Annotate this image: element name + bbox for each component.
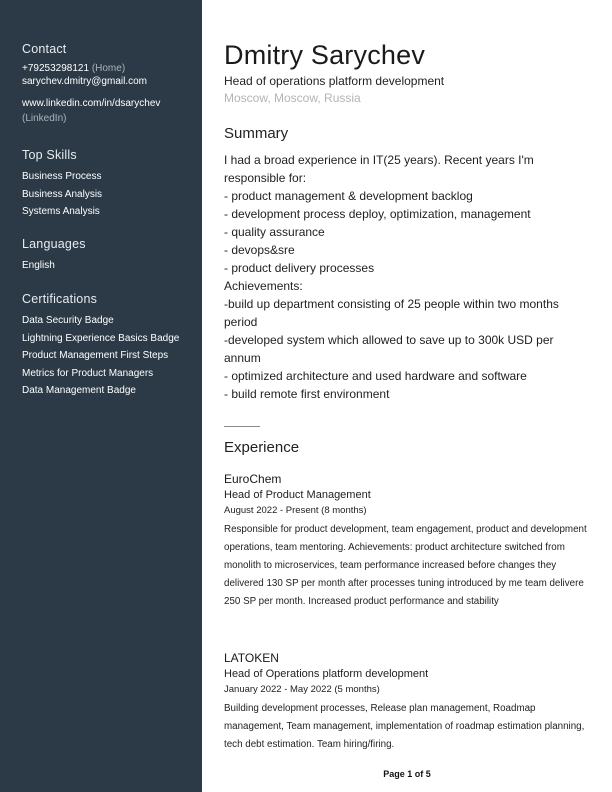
summary-line: period [224, 315, 258, 329]
summary-line: - devops&sre [224, 243, 295, 257]
email-link[interactable]: sarychev.dmitry@gmail.com [22, 76, 147, 87]
languages-section [22, 237, 194, 275]
person-name: Dmitry Sarychev [224, 40, 426, 70]
section-divider [224, 426, 260, 427]
contact-section [22, 42, 194, 125]
sidebar [0, 0, 202, 792]
summary-line: - product delivery processes [224, 261, 375, 275]
top-skills-section [22, 148, 194, 221]
phone-number[interactable]: +79253298121 [22, 63, 90, 74]
languages-list [22, 257, 194, 275]
summary-heading: Summary [224, 125, 289, 142]
summary-line: Achievements: [224, 279, 303, 293]
languages-heading: Languages [22, 237, 86, 251]
job-title: Head of Operations platform development [224, 668, 429, 680]
linkedin-link[interactable]: www.linkedin.com/in/dsarychev [22, 98, 161, 109]
summary-line: - development process deploy, optimization, management [224, 207, 531, 221]
job-description: Building development processes, Release plan management, Roadmap management, Team management, implementation of roadmap estimation planning, tech debt estimation. Team hiring/firing. [224, 703, 585, 750]
company-name: EuroChem [224, 472, 282, 486]
summary-line: - quality assurance [224, 225, 325, 239]
skill-item: Systems Analysis [22, 206, 100, 217]
summary-line: - optimized architecture and used hardware and software [224, 369, 527, 383]
language-item: English [22, 260, 55, 271]
summary-line: - build remote first environment [224, 387, 390, 401]
summary-line: -developed system which allowed to save up to 300k USD per [224, 333, 554, 347]
top-skills-heading: Top Skills [22, 148, 77, 162]
top-skills-list [22, 168, 194, 221]
skill-item: Business Process [22, 171, 102, 182]
job-dates: August 2022 - Present (8 months) [224, 505, 367, 516]
contact-heading: Contact [22, 42, 67, 56]
phone-line [22, 62, 194, 75]
certification-item: Data Management Badge [22, 385, 136, 396]
job-entry [224, 650, 590, 754]
summary-line: I had a broad experience in IT(25 years). Recent years I'm [224, 153, 534, 167]
certification-item: Metrics for Product Managers [22, 367, 154, 379]
job-entry [224, 471, 590, 611]
job-description: Responsible for product development, team engagement, product and development operations, team mentoring. Achievements: product architecture switched from monolith to microservices, team performance increased before changes they delivered 130 SP per month after processes tuning introduced by me team delivere 250 SP per month. Increased product performance and stability [224, 524, 587, 607]
headline: Head of operations platform development [224, 74, 445, 88]
page-number: Page 1 of 5 [383, 769, 431, 779]
summary-text [224, 151, 594, 403]
skill-item: Business Analysis [22, 188, 103, 200]
certifications-heading: Certifications [22, 292, 98, 306]
location: Moscow, Moscow, Russia [224, 91, 361, 105]
phone-type: (Home) [91, 63, 126, 74]
summary-line: responsible for: [224, 171, 307, 185]
summary-line: -build up department consisting of 25 people within two months [224, 297, 559, 311]
summary-line: - product management & development backlog [224, 189, 473, 203]
company-name: LATOKEN [224, 651, 279, 665]
certifications-section [22, 292, 194, 400]
job-title: Head of Product Management [224, 489, 371, 501]
summary-line: annum [224, 351, 261, 365]
job-dates: January 2022 - May 2022 (5 months) [224, 684, 380, 695]
experience-heading: Experience [224, 439, 300, 456]
certification-item: Data Security Badge [22, 315, 114, 326]
certification-item: Product Management First Steps [22, 350, 169, 361]
linkedin-label: (LinkedIn) [22, 113, 67, 124]
certification-item: Lightning Experience Basics Badge [22, 332, 180, 344]
certifications-list [22, 312, 194, 400]
